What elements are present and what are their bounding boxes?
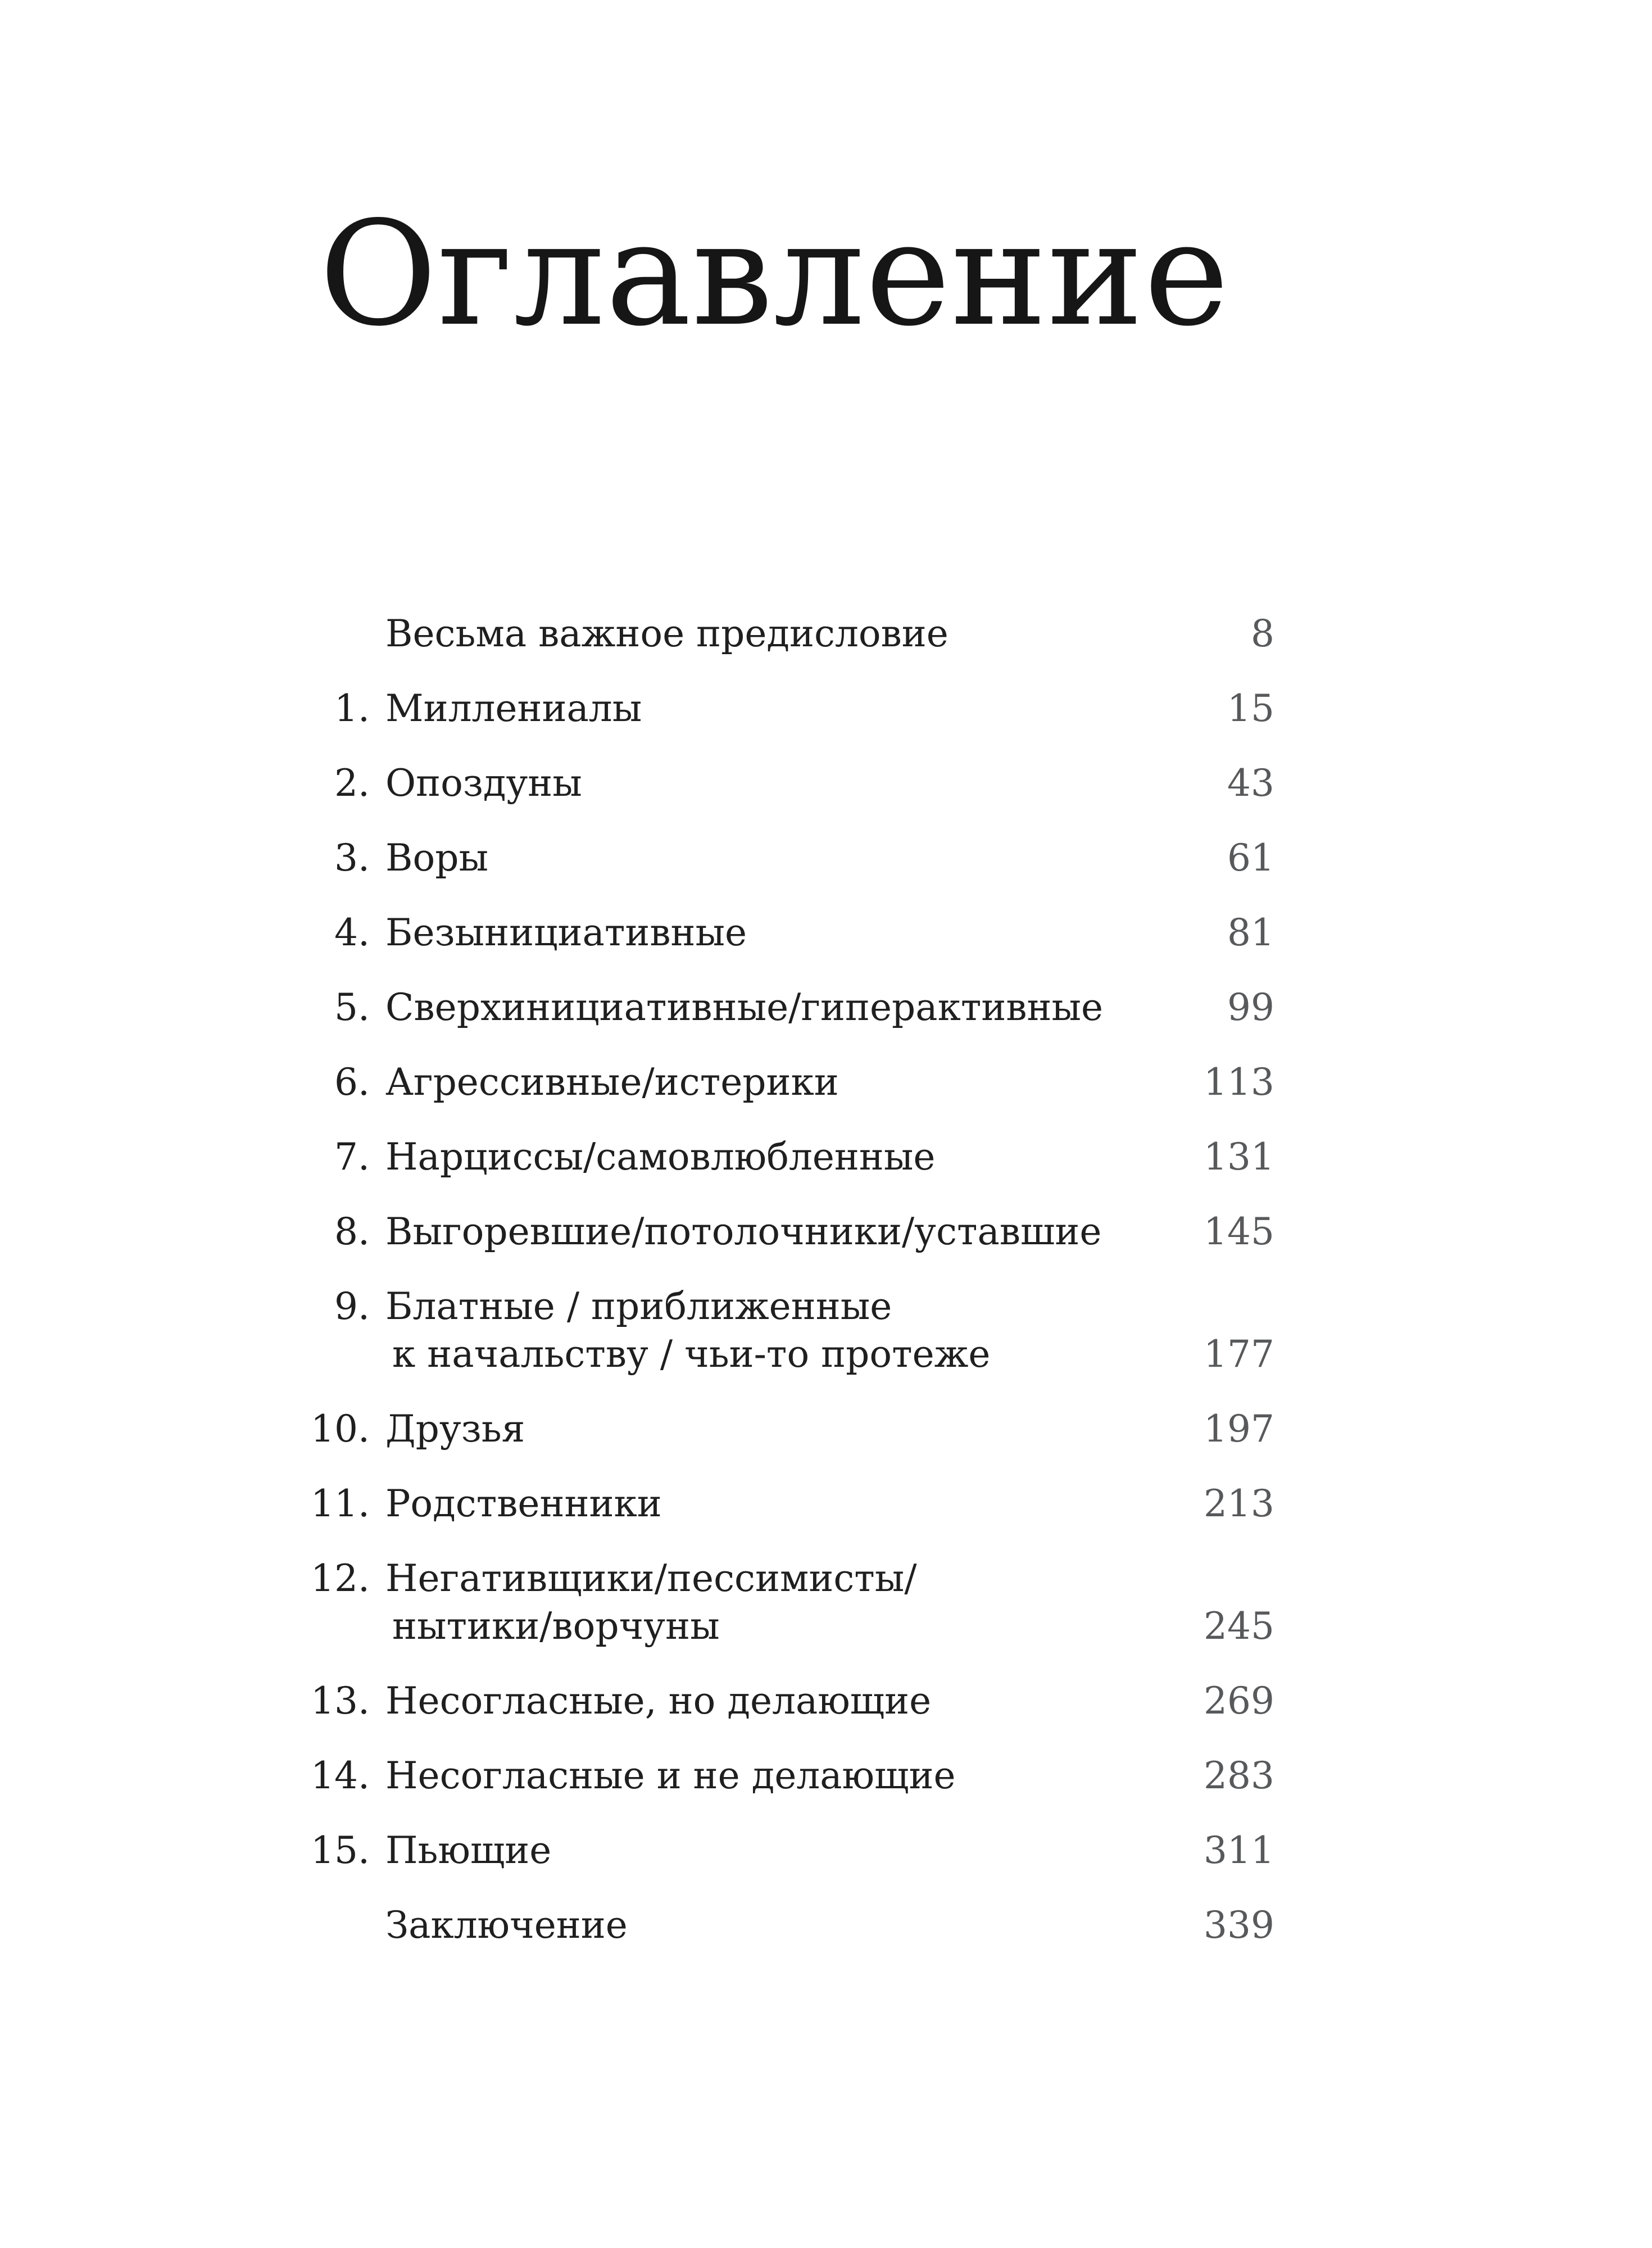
toc-entry-number: 2. — [334, 762, 370, 805]
toc-entry — [281, 1827, 1274, 1874]
toc-entry-title-line2: к начальству / чьи-то протеже — [392, 1333, 991, 1376]
toc-entry-page: 311 — [1204, 1829, 1274, 1872]
toc-entry-page: 43 — [1227, 762, 1274, 805]
toc-entry-number: 13. — [311, 1679, 370, 1723]
toc-entry-title — [385, 1282, 1162, 1378]
toc-entry-page: 283 — [1204, 1754, 1274, 1797]
toc-entry — [281, 1752, 1274, 1800]
toc-entry — [281, 1554, 1274, 1650]
toc-entry-title — [385, 1133, 1162, 1181]
toc-entry-page: 99 — [1227, 986, 1274, 1029]
toc-entry — [281, 1405, 1274, 1453]
toc-entry-title-line1: Нарциссы/самовлюбленные — [385, 1135, 936, 1179]
toc-entry — [281, 834, 1274, 882]
toc-entry-title-line1: Заключение — [385, 1903, 628, 1947]
toc-entry-number: 15. — [311, 1829, 370, 1872]
toc-entry-page: 15 — [1227, 687, 1274, 730]
toc-entry-title — [385, 1677, 1162, 1725]
toc-entry-title-line1: Агрессивные/истерики — [385, 1060, 839, 1104]
toc-entry-title — [385, 1752, 1162, 1800]
toc-entry-title-line1: Родственники — [385, 1482, 662, 1525]
toc-entry-title-line1: Миллениалы — [385, 687, 642, 730]
toc-entry-title — [385, 1058, 1162, 1106]
toc-entry — [281, 984, 1274, 1031]
toc-entry-title — [385, 1405, 1162, 1453]
toc-entry — [281, 1282, 1274, 1378]
toc-entry-number: 11. — [311, 1482, 370, 1525]
toc-entry-number: 14. — [311, 1754, 370, 1797]
toc-entry-page: 269 — [1204, 1679, 1274, 1723]
toc-entry-title — [385, 1208, 1162, 1256]
toc-entry-number: 5. — [334, 986, 370, 1029]
toc-entry-title — [385, 834, 1162, 882]
toc-entry-title-line1: Воры — [385, 836, 489, 880]
toc-list — [281, 610, 1274, 1976]
toc-entry-page: 81 — [1227, 911, 1274, 954]
toc-entry — [281, 1901, 1274, 1949]
toc-entry-title — [385, 1901, 1162, 1949]
toc-entry-number: 7. — [334, 1135, 370, 1179]
toc-entry — [281, 685, 1274, 732]
toc-entry — [281, 1677, 1274, 1725]
toc-entry-title-line1: Друзья — [385, 1407, 525, 1451]
toc-entry-title — [385, 1827, 1162, 1874]
toc-entry-title-line1: Безынициативные — [385, 911, 747, 954]
toc-entry-title-line1: Весьма важное предисловие — [385, 612, 948, 655]
toc-entry-title-line1: Блатные / приближенные — [385, 1285, 892, 1328]
toc-entry-number: 10. — [311, 1407, 370, 1451]
toc-entry-title — [385, 685, 1162, 732]
page-title: Оглавление — [319, 191, 1230, 358]
toc-entry-title — [385, 610, 1162, 658]
toc-entry-page: 131 — [1204, 1135, 1274, 1179]
toc-entry-page: 213 — [1204, 1482, 1274, 1525]
toc-entry-title-line1: Сверхинициативные/гиперактивные — [385, 986, 1104, 1029]
toc-entry-page: 339 — [1204, 1903, 1274, 1947]
toc-entry-title-line2: нытики/ворчуны — [392, 1605, 720, 1648]
toc-entry-page: 245 — [1204, 1605, 1274, 1648]
toc-entry-number: 3. — [334, 836, 370, 880]
toc-entry-title — [385, 1554, 1162, 1650]
toc-entry-number: 6. — [334, 1060, 370, 1104]
toc-entry-title-line1: Опоздуны — [385, 762, 582, 805]
toc-entry — [281, 1480, 1274, 1528]
toc-entry-number: 12. — [311, 1557, 370, 1600]
toc-entry — [281, 1058, 1274, 1106]
toc-entry-number: 8. — [334, 1210, 370, 1253]
toc-entry-page: 113 — [1204, 1060, 1274, 1104]
toc-entry-page: 145 — [1204, 1210, 1274, 1253]
toc-entry-title — [385, 909, 1162, 957]
toc-entry-title-line1: Несогласные, но делающие — [385, 1679, 932, 1723]
toc-entry-page: 8 — [1251, 612, 1274, 655]
toc-entry-title — [385, 759, 1162, 807]
toc-entry — [281, 909, 1274, 957]
toc-entry — [281, 759, 1274, 807]
toc-entry — [281, 610, 1274, 658]
toc-entry-title-line1: Выгоревшие/потолочники/уставшие — [385, 1210, 1102, 1253]
toc-entry-title — [385, 984, 1162, 1031]
toc-entry-number: 4. — [334, 911, 370, 954]
toc-entry-title-line1: Негативщики/пессимисты/ — [385, 1557, 917, 1600]
toc-entry-title-line1: Несогласные и не делающие — [385, 1754, 956, 1797]
toc-entry — [281, 1208, 1274, 1256]
toc-entry-page: 61 — [1227, 836, 1274, 880]
toc-entry-number: 9. — [334, 1285, 370, 1328]
toc-entry — [281, 1133, 1274, 1181]
toc-entry-title-line1: Пьющие — [385, 1829, 552, 1872]
toc-entry-page: 177 — [1204, 1333, 1274, 1376]
toc-entry-page: 197 — [1204, 1407, 1274, 1451]
toc-entry-number: 1. — [334, 687, 370, 730]
toc-entry-title — [385, 1480, 1162, 1528]
